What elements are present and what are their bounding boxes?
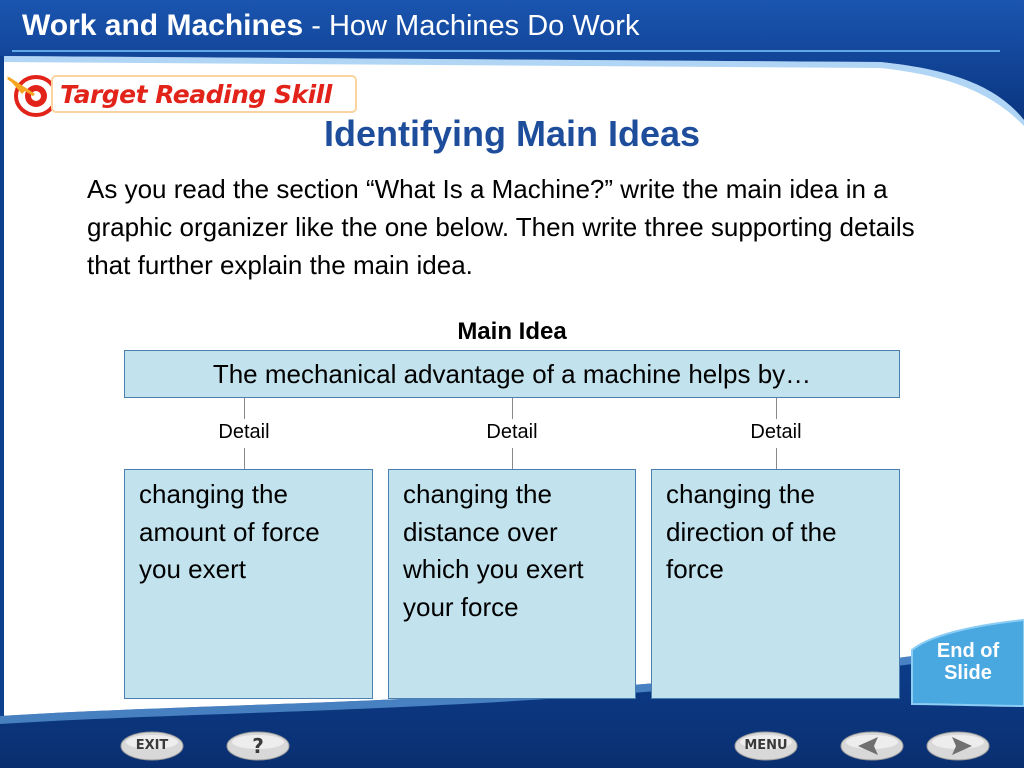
header-title-subtitle: - How Machines Do Work (303, 10, 640, 42)
connector-line (244, 398, 245, 419)
logo-text: Target Reading Skill (60, 80, 332, 109)
main-idea-label: Main Idea (457, 318, 567, 345)
detail-label: Detail (486, 421, 538, 443)
arrow-left-icon (840, 731, 904, 761)
connector-line (244, 448, 245, 469)
arrow-right-icon (926, 731, 990, 761)
exit-label: EXIT (135, 738, 169, 753)
forward-button[interactable] (926, 731, 990, 761)
back-button[interactable] (840, 731, 904, 761)
connector-line (776, 448, 777, 469)
help-button[interactable] (226, 731, 290, 761)
exit-button[interactable] (120, 731, 184, 761)
connector-line (512, 448, 513, 469)
instructions-text: As you read the section “What Is a Machine?” write the main idea in a graphic organizer like the one below. Then write three supporting details that further explain the main idea. (87, 174, 915, 280)
main-idea-box: The mechanical advantage of a machine helps by… (124, 350, 900, 398)
detail-label: Detail (750, 421, 802, 443)
page-title: Identifying Main Ideas (323, 113, 701, 154)
detail-box: changing the amount of force you exert (124, 469, 373, 699)
header-title (22, 8, 639, 44)
help-label: ? (252, 734, 264, 758)
detail-label: Detail (218, 421, 270, 443)
detail-box: changing the distance over which you exert your force (388, 469, 636, 699)
menu-button[interactable] (734, 731, 798, 761)
end-of-slide-button[interactable]: End of Slide (936, 640, 1000, 684)
header-title-bold: Work and Machines (22, 9, 304, 42)
connector-line (512, 398, 513, 419)
menu-label: MENU (744, 738, 788, 753)
detail-box: changing the direction of the force (651, 469, 900, 699)
connector-line (776, 398, 777, 419)
